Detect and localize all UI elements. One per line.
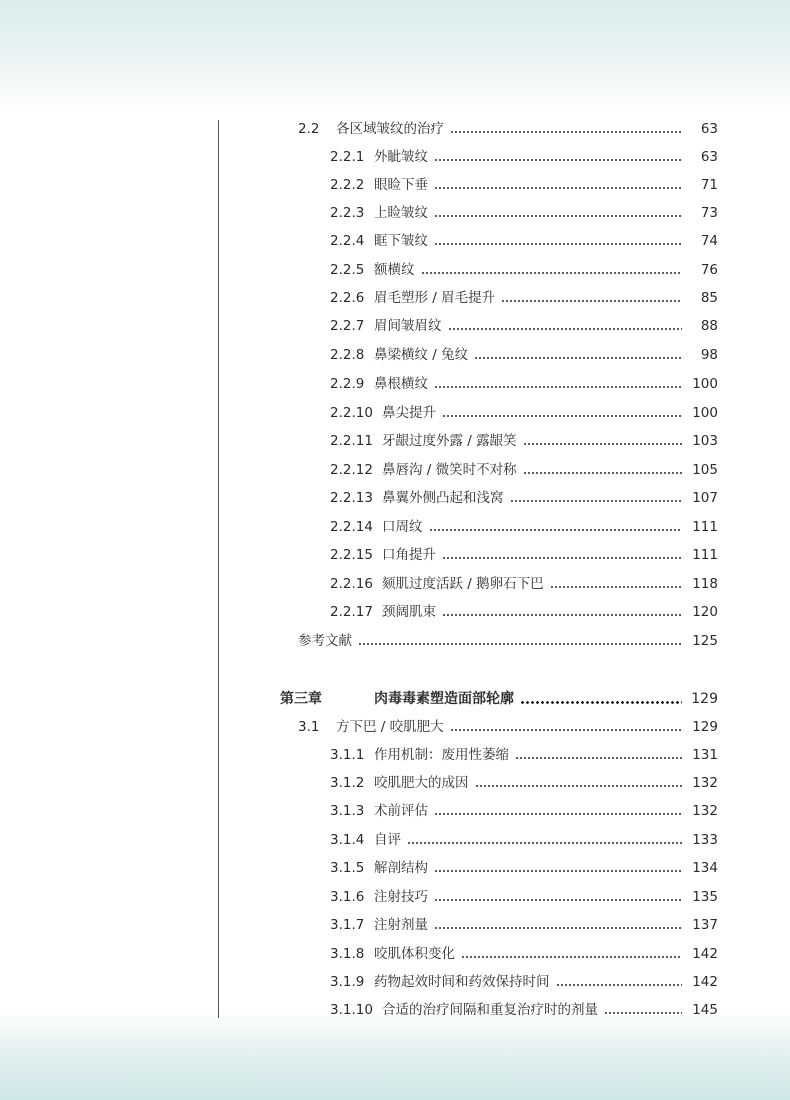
entry-page: 63 [700, 149, 718, 165]
entry-title: 鼻梁横纹 / 兔纹 [374, 347, 469, 363]
entry-page: 111 [692, 519, 718, 535]
entry-page: 142 [692, 974, 718, 990]
dot-leader [434, 899, 682, 901]
dot-leader [556, 984, 683, 986]
toc-entry[interactable] [330, 287, 718, 309]
dot-leader [523, 472, 682, 474]
toc-entry[interactable] [298, 118, 718, 140]
dot-leader [450, 729, 682, 731]
entry-number: 2.2.15 [330, 547, 373, 563]
entry-page: 142 [692, 946, 718, 962]
dot-leader [510, 500, 683, 502]
toc-entry[interactable] [330, 772, 718, 794]
dot-leader [434, 927, 682, 929]
toc-entry[interactable] [330, 943, 718, 965]
entry-title: 鼻尖提升 [382, 405, 436, 421]
toc-entry[interactable] [330, 315, 718, 337]
entry-title: 自评 [374, 832, 401, 848]
dot-leader [434, 215, 682, 217]
entry-title: 眶下皱纹 [374, 233, 428, 249]
toc-entry[interactable] [330, 544, 718, 566]
toc-entry[interactable] [330, 430, 718, 452]
entry-title: 注射技巧 [374, 889, 428, 905]
entry-number: 2.2.17 [330, 604, 373, 620]
entry-number: 3.1.8 [330, 946, 365, 962]
dot-leader [434, 243, 682, 245]
entry-title: 颏肌过度活跃 / 鹅卵石下巴 [382, 576, 544, 592]
dot-leader [421, 272, 683, 274]
entry-page: 73 [700, 205, 718, 221]
entry-page: 100 [692, 376, 718, 392]
toc-entry[interactable] [330, 373, 718, 395]
entry-number: 2.2.11 [330, 433, 373, 449]
entry-page: 105 [692, 462, 718, 478]
chapter-number: 第三章 [280, 691, 322, 707]
dot-leader [358, 643, 682, 645]
toc-entry[interactable] [298, 716, 718, 738]
entry-page: 135 [692, 889, 718, 905]
entry-title: 方下巴 / 咬肌肥大 [336, 719, 444, 735]
dot-leader [501, 300, 682, 302]
entry-number: 2.2.2 [330, 177, 365, 193]
entry-number: 2.2.7 [330, 318, 365, 334]
entry-page: 76 [700, 262, 718, 278]
entry-page: 132 [692, 803, 718, 819]
entry-page: 120 [692, 604, 718, 620]
entry-number: 3.1.3 [330, 803, 365, 819]
entry-number: 2.2.4 [330, 233, 365, 249]
entry-title: 颈阔肌束 [382, 604, 436, 620]
entry-page: 137 [692, 917, 718, 933]
entry-title: 眼睑下垂 [374, 177, 428, 193]
chapter-title: 肉毒毒素塑造面部轮廓 [374, 691, 514, 707]
entry-number: 3.1.7 [330, 917, 365, 933]
dot-leader [523, 443, 682, 445]
toc-entry[interactable] [330, 800, 718, 822]
entry-number: 2.2.8 [330, 347, 365, 363]
entry-number: 3.1.5 [330, 860, 365, 876]
entry-title: 外眦皱纹 [374, 149, 428, 165]
entry-page: 88 [700, 318, 718, 334]
dot-leader [434, 813, 682, 815]
toc-entry[interactable] [330, 487, 718, 509]
entry-title: 额横纹 [374, 262, 415, 278]
entry-page: 118 [692, 576, 718, 592]
entry-page: 71 [700, 177, 718, 193]
toc-entry[interactable] [330, 230, 718, 252]
entry-page: 103 [692, 433, 718, 449]
entry-number: 2.2.9 [330, 376, 365, 392]
entry-number: 3.1.10 [330, 1002, 373, 1018]
entry-page: 145 [692, 1002, 718, 1018]
entry-page: 134 [692, 860, 718, 876]
toc-entry[interactable] [330, 999, 718, 1021]
dot-leader [475, 785, 683, 787]
dot-leader [448, 328, 683, 330]
entry-page: 74 [700, 233, 718, 249]
dot-leader [550, 586, 682, 588]
entry-title: 注射剂量 [374, 917, 428, 933]
toc-entry[interactable] [330, 146, 718, 168]
entry-title: 上睑皱纹 [374, 205, 428, 221]
entry-page: 85 [700, 290, 718, 306]
toc-entry[interactable] [330, 344, 718, 366]
dot-leader [442, 415, 682, 417]
entry-number: 2.2.12 [330, 462, 373, 478]
toc-entry[interactable] [330, 516, 718, 538]
dot-leader [442, 614, 682, 616]
entry-number: 2.2.1 [330, 149, 365, 165]
entry-title: 作用机制：废用性萎缩 [374, 747, 509, 763]
toc-entry[interactable] [330, 971, 718, 993]
dot-leader [474, 357, 682, 359]
entry-title: 各区域皱纹的治疗 [336, 121, 444, 137]
toc-entry[interactable] [330, 402, 718, 424]
dot-leader [520, 701, 682, 704]
toc-entry[interactable] [330, 857, 718, 879]
dot-leader [461, 956, 682, 958]
entry-title: 口角提升 [382, 547, 436, 563]
toc-chapter-heading[interactable] [280, 688, 718, 710]
dot-leader [434, 159, 682, 161]
entry-page: 100 [692, 405, 718, 421]
entry-number: 3.1.9 [330, 974, 365, 990]
entry-title: 术前评估 [374, 803, 428, 819]
dot-leader [434, 386, 682, 388]
entry-number: 2.2.10 [330, 405, 373, 421]
entry-page: 107 [692, 490, 718, 506]
entry-title: 口周纹 [382, 519, 423, 535]
toc-entry[interactable] [330, 886, 718, 908]
toc-entry[interactable] [330, 573, 718, 595]
entry-number: 2.2.13 [330, 490, 373, 506]
dot-leader [434, 187, 682, 189]
entry-page: 131 [692, 747, 718, 763]
entry-title: 眉间皱眉纹 [374, 318, 442, 334]
dot-leader [407, 842, 682, 844]
entry-title: 咬肌肥大的成因 [374, 775, 469, 791]
entry-page: 63 [700, 121, 718, 137]
dot-leader [429, 529, 683, 531]
entry-title: 解剖结构 [374, 860, 428, 876]
entry-number: 2.2.3 [330, 205, 365, 221]
entry-number: 2.2.5 [330, 262, 365, 278]
entry-number: 2.2 [298, 121, 320, 137]
entry-page: 133 [692, 832, 718, 848]
entry-number: 2.2.6 [330, 290, 365, 306]
entry-number: 3.1.4 [330, 832, 365, 848]
entry-title: 药物起效时间和药效保持时间 [374, 974, 550, 990]
entry-number: 3.1.1 [330, 747, 365, 763]
toc-entry[interactable] [330, 601, 718, 623]
entry-title: 咬肌体积变化 [374, 946, 455, 962]
entry-title: 牙龈过度外露 / 露龈笑 [382, 433, 517, 449]
entry-page: 129 [691, 691, 718, 707]
toc-entry[interactable] [330, 259, 718, 281]
entry-page: 132 [692, 775, 718, 791]
entry-number: 3.1.2 [330, 775, 365, 791]
toc-entry[interactable] [330, 914, 718, 936]
dot-leader [434, 870, 682, 872]
entry-number: 3.1.6 [330, 889, 365, 905]
entry-page: 129 [692, 719, 718, 735]
entry-page: 125 [692, 633, 718, 649]
entry-number: 2.2.14 [330, 519, 373, 535]
entry-title: 参考文献 [298, 633, 352, 649]
toc-entry[interactable] [330, 202, 718, 224]
dot-leader [442, 557, 682, 559]
entry-page: 98 [700, 347, 718, 363]
entry-title: 合适的治疗间隔和重复治疗时的剂量 [382, 1002, 598, 1018]
entry-title: 眉毛塑形 / 眉毛提升 [374, 290, 496, 306]
toc-entry-references[interactable] [298, 630, 718, 652]
toc-entry[interactable] [330, 459, 718, 481]
dot-leader [604, 1012, 682, 1014]
dot-leader [515, 757, 682, 759]
entry-title: 鼻唇沟 / 微笑时不对称 [382, 462, 517, 478]
entry-title: 鼻根横纹 [374, 376, 428, 392]
dot-leader [450, 131, 682, 133]
entry-number: 3.1 [298, 719, 320, 735]
entry-number: 2.2.16 [330, 576, 373, 592]
entry-title: 鼻翼外侧凸起和浅窝 [382, 490, 504, 506]
toc-entry[interactable] [330, 744, 718, 766]
entry-page: 111 [692, 547, 718, 563]
toc-entry[interactable] [330, 829, 718, 851]
toc-entry[interactable] [330, 174, 718, 196]
